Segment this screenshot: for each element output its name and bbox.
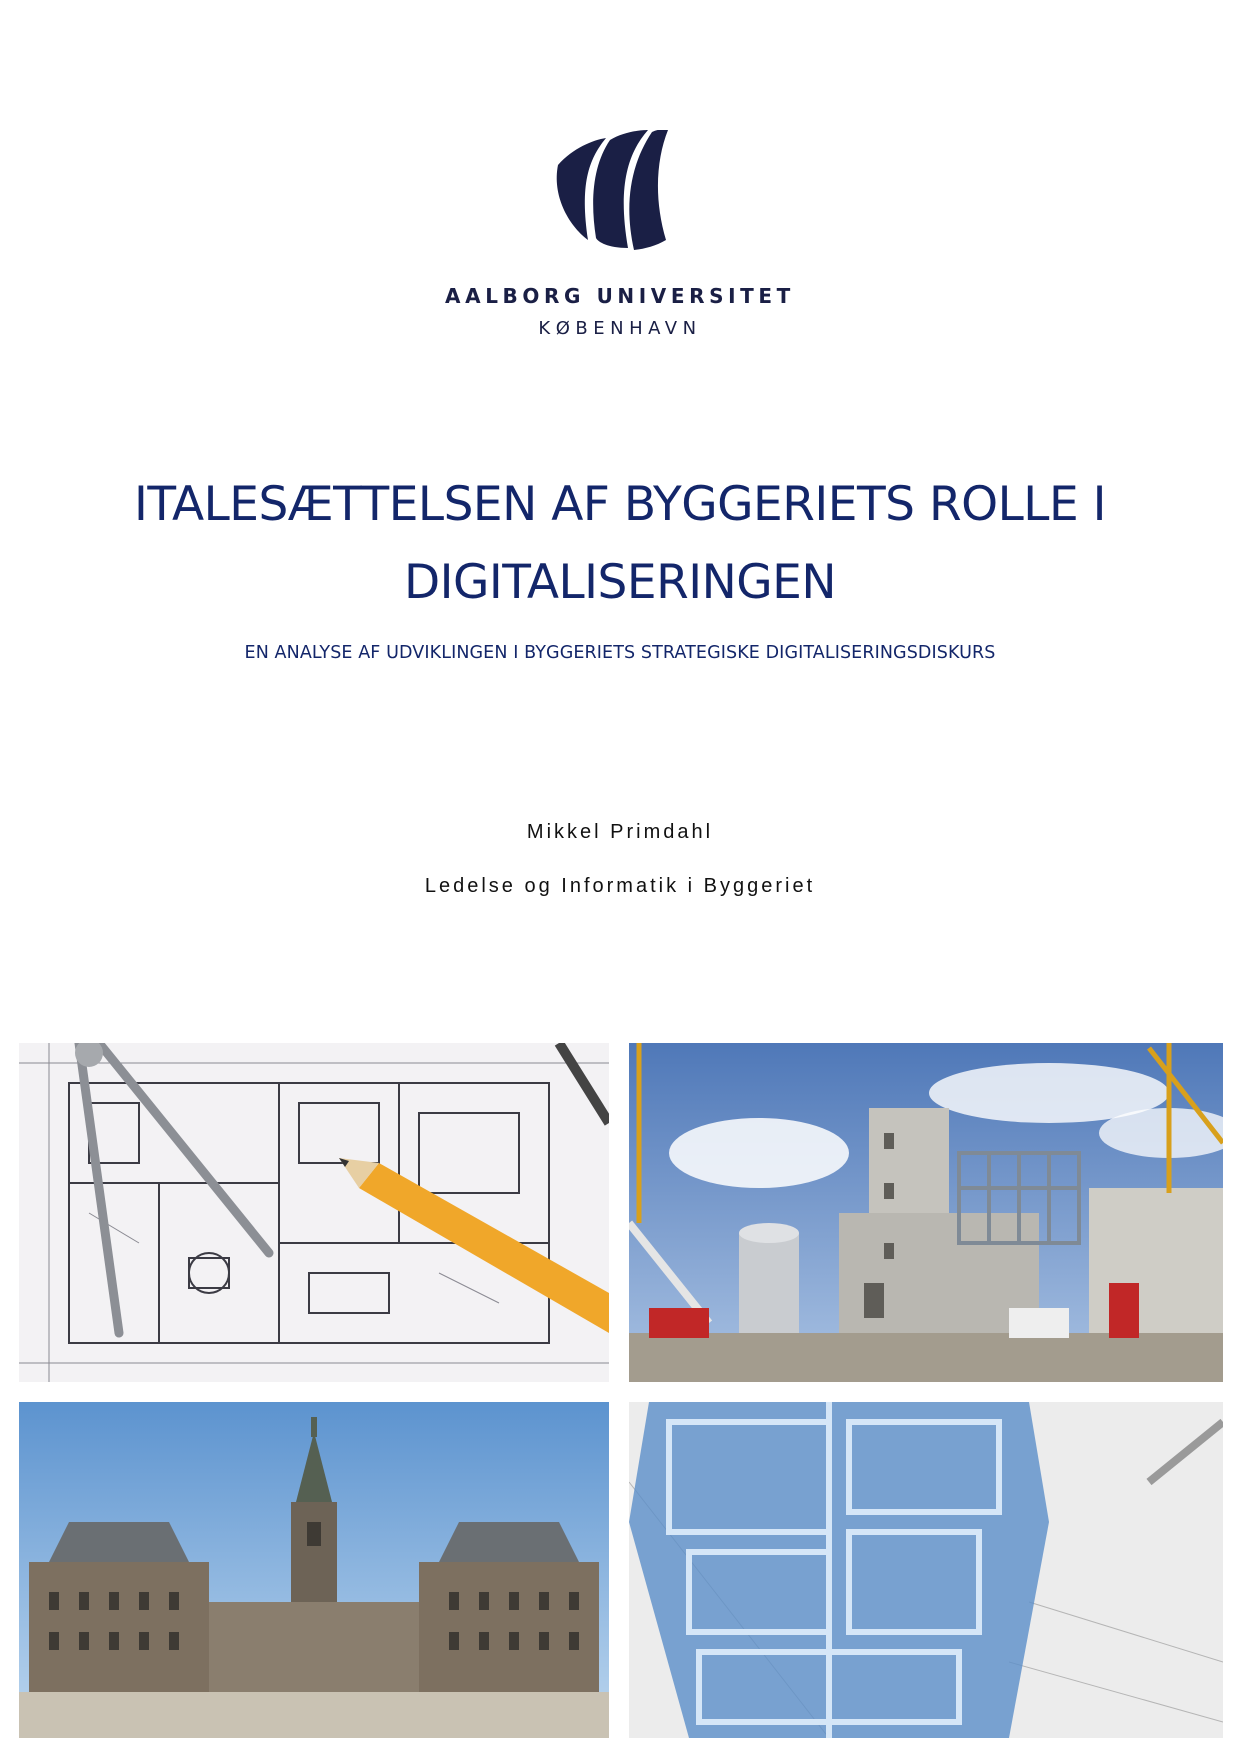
document-title: ITALESÆTTELSEN AF BYGGERIETS ROLLE I DIGITALISERINGEN (134, 477, 1106, 610)
christiansborg-palace-photo (19, 1402, 609, 1738)
document-subtitle: EN ANALYSE AF UDVIKLINGEN I BYGGERIETS STRATEGISKE DIGITALISERINGSDISKURS (244, 643, 996, 663)
blueprint-photo (19, 1043, 609, 1382)
study-program: Ledelse og Informatik i Byggeriet (424, 875, 816, 897)
aau-wave-logo-icon (548, 130, 668, 252)
university-name: AALBORG UNIVERSITET (445, 284, 795, 308)
construction-site-photo (629, 1043, 1223, 1382)
campus-name: KØBENHAVN (538, 318, 702, 339)
bim-model-photo (629, 1402, 1223, 1738)
author-name: Mikkel Primdahl (526, 821, 714, 843)
